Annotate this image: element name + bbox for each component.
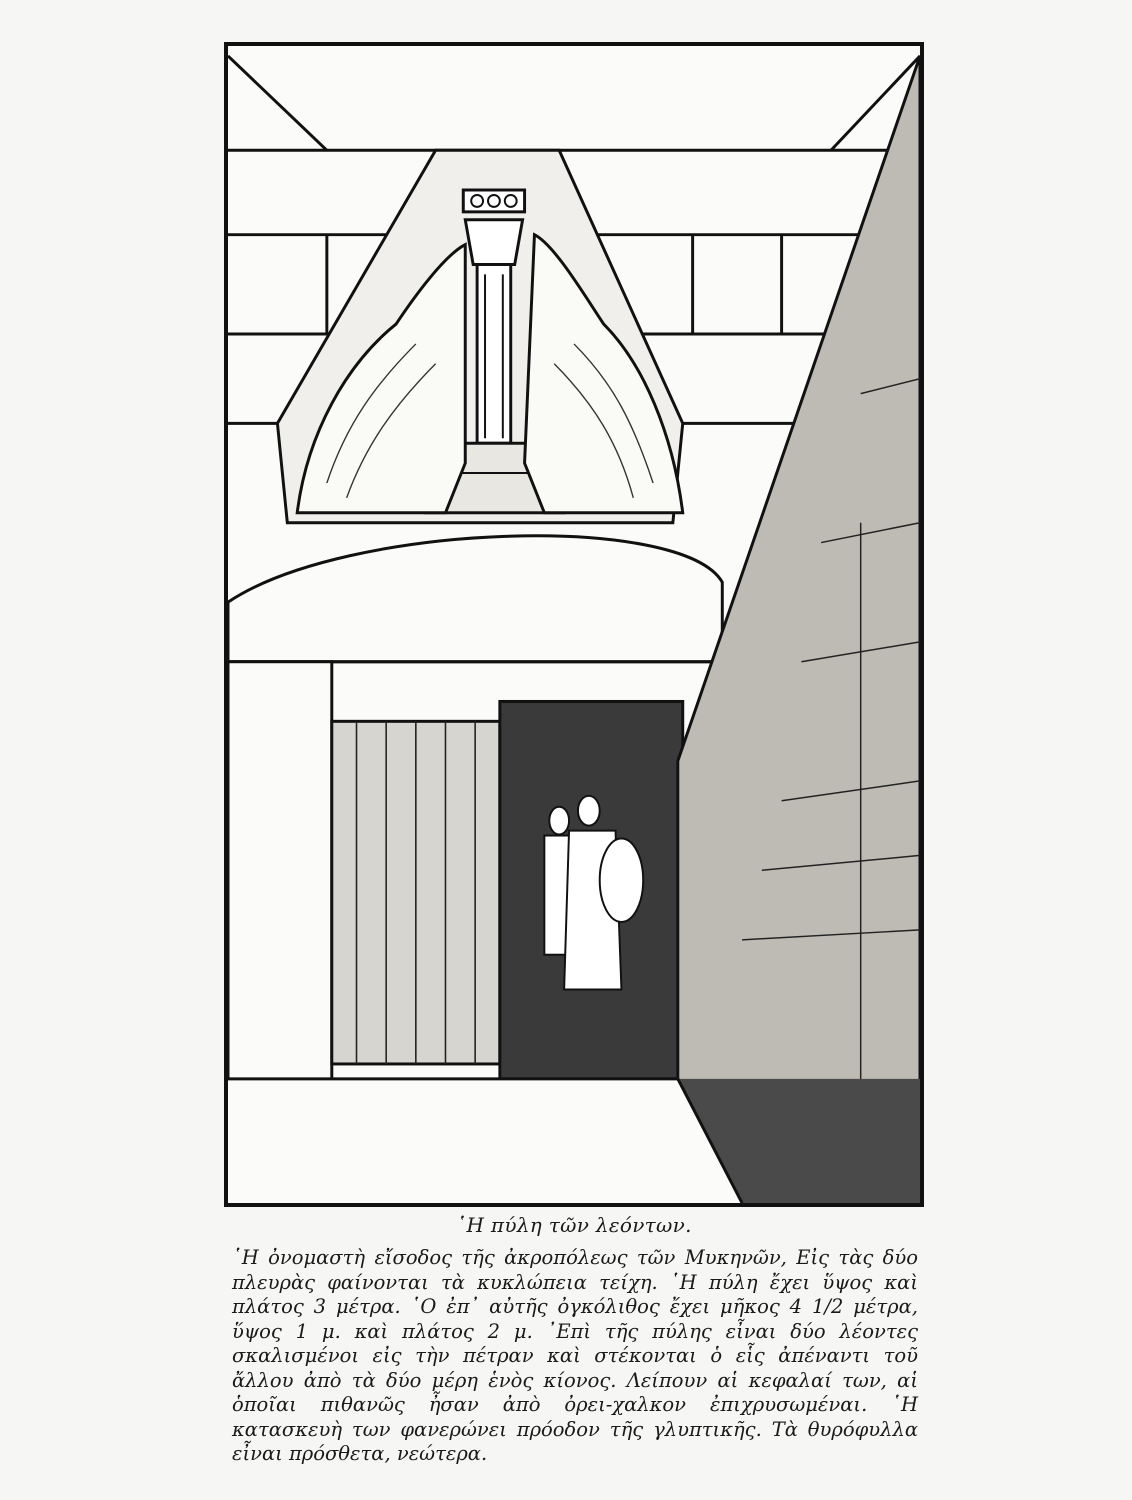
figure-caption-text xyxy=(232,1246,918,1467)
figure-caption-title: ῾Η πύλη τῶν λεόντων. xyxy=(456,1213,692,1237)
lion-gate-drawing xyxy=(228,46,920,1203)
lion-gate-illustration xyxy=(224,42,924,1207)
caption-paragraph: ῾Η ὀνομαστὴ εἴσοδος τῆς ἀκροπόλεως τῶν Μυκηνῶν, Εἰς τὰς δύο πλευρὰς φαίνονται τὰ κυκλώπεια τείχη. ῾Η πύλη ἔχει ὕψος καὶ πλάτος 3 μέτρα. ῾Ο ἐπ᾽ αὐτῆς ὀγκόλιθος ἔχει μῆκος 4 1/2 μέτρα, ὕψος 1 μ. καὶ πλάτος 2 μ. ᾽Επὶ τῆς πύλης εἶναι δύο λέοντες σκαλισμένοι εἰς τὴν πέτραν καὶ στέκονται ὁ εἷς ἀπέναντι τοῦ ἄλλου ἀπὸ τὰ δύο μέρη ἑνὸς κίονος. Λείπουν αἱ κεφαλαί των, αἱ ὁποῖαι πιθανῶς ἦσαν ἀπὸ ὀρει-χαλκον ἐπιχρυσωμέναι. ῾Η κατασκευὴ των φανερώνει πρόοδον τῆς γλυπτικῆς. Τὰ θυρόφυλλα εἶναι πρόσθετα, νεώτερα. xyxy=(232,1246,918,1465)
